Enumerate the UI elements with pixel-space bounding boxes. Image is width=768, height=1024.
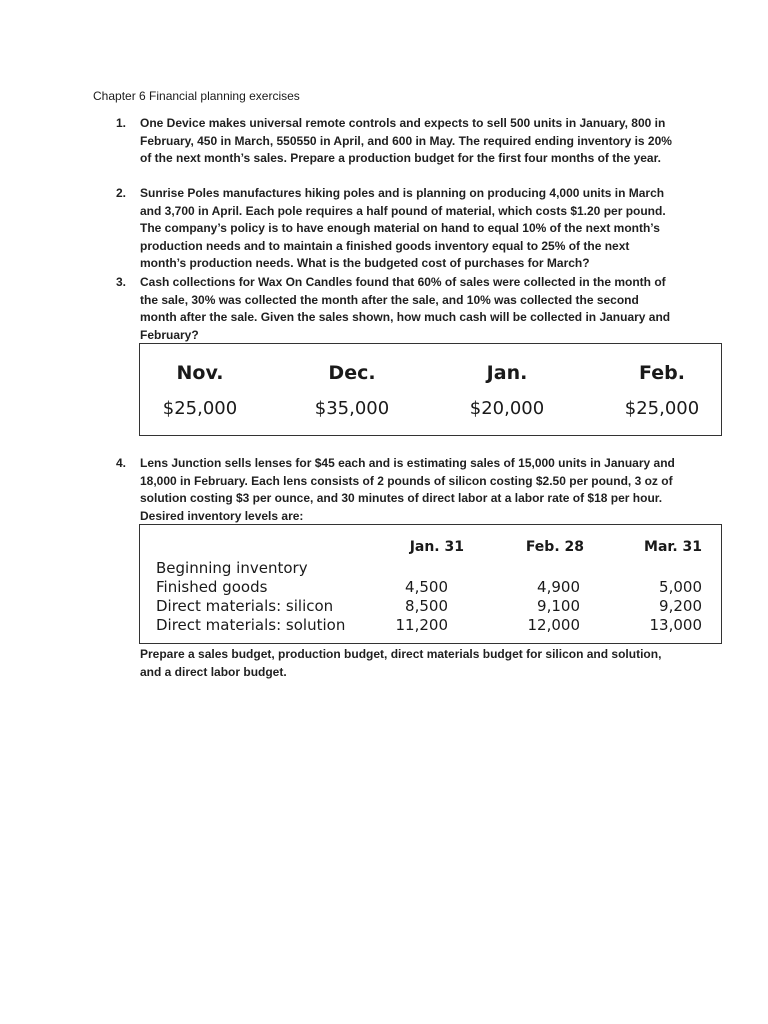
table-row [156,578,706,597]
cell-feb: 12,000 [527,616,580,634]
inventory-section-label-row [156,559,706,578]
question-4 [116,455,676,525]
cell-jan: 11,200 [395,616,448,634]
table-row [156,616,706,635]
row-label: Direct materials: silicon [156,597,334,615]
sales-header-dec: Dec. [328,362,376,384]
cell-mar: 9,200 [659,597,702,615]
cell-jan: 8,500 [405,597,448,615]
document-title: Chapter 6 Financial planning exercises [93,89,300,103]
sales-value-jan: $20,000 [469,398,545,419]
sales-header-feb: Feb. [639,362,685,384]
question-text: Lens Junction sells lenses for $45 each and is estimating sales of 15,000 units in January and 18,000 in February. Each lens consists of 2 pounds of silicon costing $2.50 per pound, 3 oz of solution costing $3 per ounce, and 30 minutes of direct labor at a labor rate of $18 per hour. Desired inventory levels are: [140,456,675,523]
table-row [156,597,706,616]
question-3 [116,274,676,344]
sales-table [139,343,722,436]
inventory-table [139,524,722,644]
row-label: Finished goods [156,578,268,596]
question-text: Cash collections for Wax On Candles found that 60% of sales were collected in the month of the sale, 30% was collected the month after the sale, and 10% was collected the second month after the sale. Given the sales shown, how much cash will be collected in January and February? [140,275,671,342]
cell-mar: 5,000 [659,578,702,596]
question-number: 1. [116,116,127,130]
question-number: 2. [116,186,127,200]
sales-value-nov: $25,000 [162,398,238,419]
sales-header-nov: Nov. [176,362,224,384]
sales-header-jan: Jan. [486,362,528,384]
closing-instructions: Prepare a sales budget, production budget, direct materials budget for silicon and solution, and a direct labor budget. [140,647,662,679]
row-label: Direct materials: solution [156,616,346,634]
sales-value-feb: $25,000 [624,398,700,419]
question-text: Sunrise Poles manufactures hiking poles and is planning on producing 4,000 units in March and 3,700 in April. Each pole requires a half pound of material, which costs $1.20 per pound. The company’s policy is to have enough material on hand to equal 10% of the next month’s production needs and to maintain a finished goods inventory equal to 25% of the next month’s production needs. What is the budgeted cost of purchases for March? [140,186,666,270]
inventory-header-mar: Mar. 31 [644,539,702,555]
inventory-section-label: Beginning inventory [156,559,308,577]
question-number: 4. [116,456,127,470]
question-text: One Device makes universal remote controls and expects to sell 500 units in January, 800 in February, 450 in March, 550550 in April, and 600 in May. The required ending inventory is 20% of the next month’s sales. Prepare a production budget for the first four months of the year. [140,116,672,165]
cell-feb: 9,100 [537,597,580,615]
question-1 [116,115,676,168]
inventory-header-jan: Jan. 31 [409,539,464,555]
cell-jan: 4,500 [405,578,448,596]
cell-mar: 13,000 [649,616,702,634]
question-2 [116,185,676,273]
cell-feb: 4,900 [537,578,580,596]
inventory-header-feb: Feb. 28 [525,539,584,555]
question-number: 3. [116,275,127,289]
sales-value-dec: $35,000 [314,398,390,419]
